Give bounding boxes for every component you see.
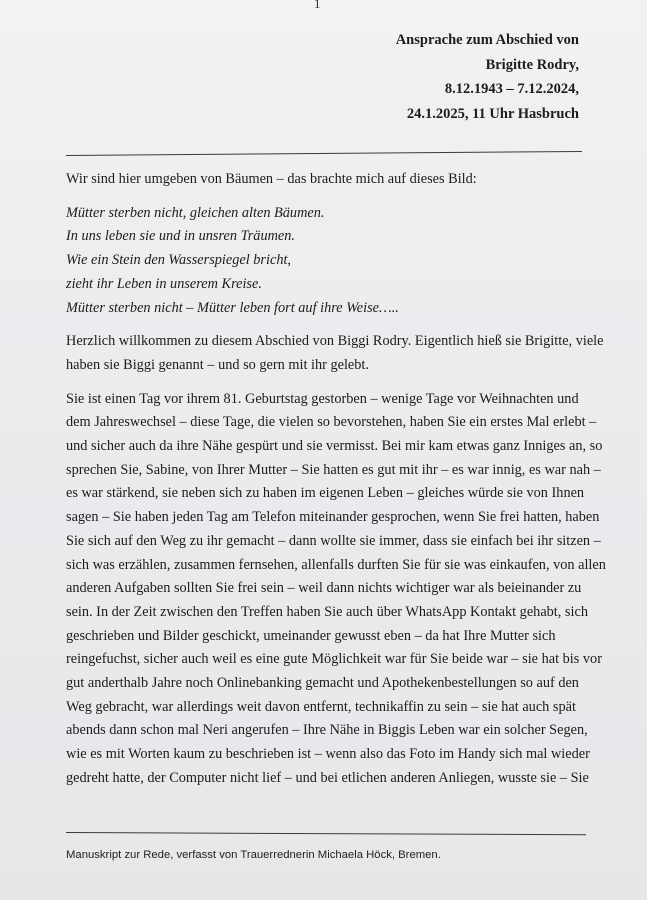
paragraph-line: haben sie Biggi genannt – und so gern mit ihr gelebt. [66, 356, 369, 373]
header-line-2: Brigitte Rodry, [485, 56, 579, 73]
speech-body [66, 168, 606, 791]
main-paragraph [66, 388, 606, 791]
paragraph-line: gedreht hatte, der Computer nicht lief – und bei etlichen anderen Anliegen, wusste sie – Sie [66, 769, 589, 786]
bottom-divider [66, 832, 586, 835]
paragraph-line: sein. In der Zeit zwischen den Treffen haben Sie auch über WhatsApp Kontakt gehabt, sich [66, 603, 588, 620]
poem-line: Wie ein Stein den Wasserspiegel bricht, [66, 252, 292, 269]
poem-line: Mütter sterben nicht, gleichen alten Bäumen. [66, 204, 325, 221]
paragraph-line: reingefuchst, sicher auch weil es eine gute Möglichkeit war für Sie beide war – sie hat bis vor [66, 651, 602, 668]
poem-line: In uns leben sie und in unsren Träumen. [66, 228, 296, 245]
top-divider [66, 151, 582, 156]
paragraph-line: abends dann schon mal Neri angerufen – Ihre Nähe in Biggis Leben war ein solcher Segen, [66, 722, 588, 739]
paragraph-line: Sie sich auf den Weg zu ihr gemacht – dann wollte sie immer, dass sie einfach bei ihr sitzen – [66, 532, 601, 549]
footer-note: Manuskript zur Rede, verfasst von Trauerrednerin Michaela Höck, Bremen. [66, 849, 441, 861]
poem-line: Mütter sterben nicht – Mütter leben fort auf ihre Weise….. [66, 299, 399, 316]
header-line-3: 8.12.1943 – 7.12.2024, [444, 81, 579, 97]
welcome-paragraph [66, 330, 604, 377]
paragraph-line: sich was erzählen, zusammen fernsehen, allenfalls durften Sie für sie was einkaufen, von allen [66, 556, 606, 573]
paragraph-line: und sicher auch da ihre Nähe gespürt und sie vermisst. Bei mir kam etwas ganz Inniges an, so [66, 438, 603, 455]
paragraph-line: dem Jahreswechsel – diese Tage, die vielen so bevorstehen, haben Sie ein erstes Mal erlebt – [66, 414, 597, 431]
paragraph-line: anderen Aufgaben sollten Sie frei sein – weil dann nichts wichtiger war als beieinander zu [66, 580, 582, 597]
page-number: 1 [314, 0, 321, 11]
poem-line: zieht ihr Leben in unserem Kreise. [66, 275, 262, 292]
paragraph-line: sagen – Sie haben jeden Tag am Telefon miteinander gesprochen, wenn Sie frei hatten, haben [66, 509, 600, 526]
poem [66, 202, 586, 321]
document-header [396, 28, 579, 126]
paragraph-line: sprechen Sie, Sabine, von Ihrer Mutter – Sie hatten es gut mit ihr – es war innig, es war nah – [66, 461, 601, 478]
paragraph-line: geschrieben und Bilder geschickt, umeinander gewusst eben – da hat Ihre Mutter sich [66, 627, 556, 644]
paragraph-line: Sie ist einen Tag vor ihrem 81. Geburtstag gestorben – wenige Tage vor Weihnachten und [66, 390, 579, 407]
paragraph-line: es war stärkend, sie neben sich zu haben im eigenen Leben – gleiches würde sie von Ihnen [66, 485, 585, 502]
paragraph-line: Weg gebracht, war allerdings weit davon entfernt, technikaffin zu sein – sie hat auch spät [66, 698, 576, 715]
header-line-1: Ansprache zum Abschied von [395, 32, 579, 48]
header-line-4: 24.1.2025, 11 Uhr Hasbruch [406, 105, 579, 122]
paragraph-line: wie es mit Worten kaum zu beschrieben ist – wenn also das Foto im Handy sich mal wieder [66, 746, 590, 763]
paragraph-line: Herzlich willkommen zu diesem Abschied von Biggi Rodry. Eigentlich hieß sie Brigitte, viele [66, 333, 604, 350]
intro-line: Wir sind hier umgeben von Bäumen – das brachte mich auf dieses Bild: [66, 171, 477, 187]
paragraph-line: gut anderthalb Jahre noch Onlinebanking gemacht und Apothekenbestellungen so auf den [66, 675, 579, 692]
